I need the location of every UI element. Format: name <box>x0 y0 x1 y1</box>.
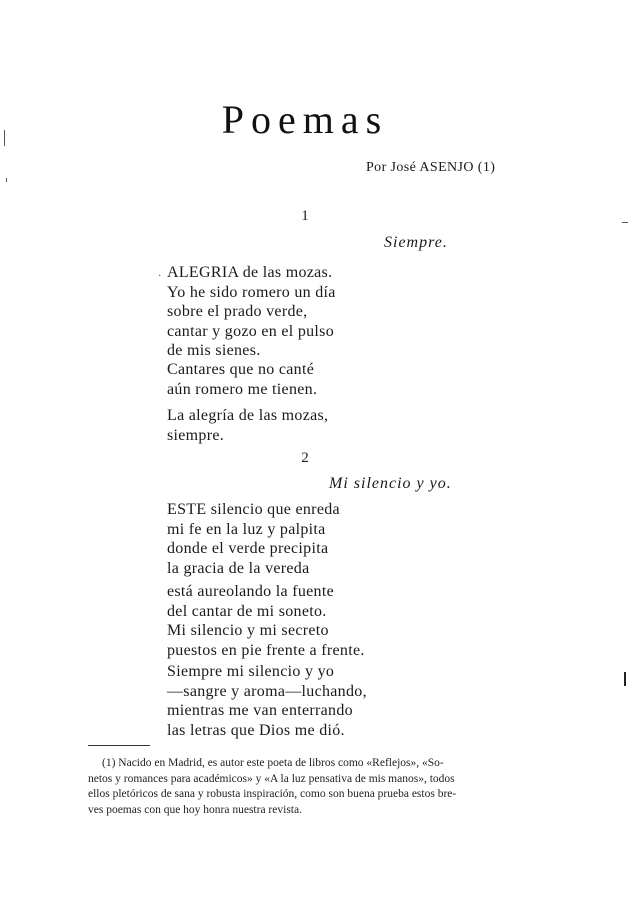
scan-mark <box>622 222 628 223</box>
verse-line: ALEGRIA de las mozas. <box>167 264 333 281</box>
stanza <box>167 500 340 578</box>
verse-line: puestos en pie frente a frente. <box>167 641 365 659</box>
verse-line: del cantar de mi soneto. <box>167 602 327 620</box>
page-title: Poemas <box>221 97 389 142</box>
verse-line: mientras me van enterrando <box>167 702 353 719</box>
stanza <box>167 662 367 740</box>
verse-line: —sangre y aroma—luchando, <box>167 682 367 700</box>
verse-line: las letras que Dios me dió. <box>167 721 345 739</box>
footnote-line: (1) Nacido en Madrid, es autor este poeta de libros como «Reflejos», «So- <box>102 757 444 769</box>
margin-dot: · <box>158 271 162 282</box>
stanza <box>167 360 317 399</box>
footnote-line: ellos pletóricos de sana y robusta inspiración, como son buena prueba estos bre- <box>88 788 457 800</box>
verse-line: sobre el prado verde, <box>167 303 308 320</box>
scan-mark <box>4 130 5 146</box>
scan-mark <box>6 178 7 182</box>
footnote-line: netos y romances para académicos» y «A la luz pensativa de mis manos», todos <box>88 772 455 785</box>
verse-line: Mi silencio y mi secreto <box>167 622 329 639</box>
verse-line: de mis sienes. <box>167 342 261 359</box>
verse-line: siempre. <box>167 426 225 444</box>
verse-line: cantar y gozo en el pulso <box>167 322 334 340</box>
verse-line: ESTE silencio que enreda <box>167 501 340 518</box>
scan-mark <box>624 672 626 686</box>
verse-line: está aureolando la fuente <box>167 583 334 600</box>
poem-number: 2 <box>301 450 309 466</box>
verse-line: La alegría de las mozas, <box>167 407 329 424</box>
footnote-line: ves poemas con que hoy honra nuestra revista. <box>88 803 302 816</box>
verse-line: Yo he sido romero un día <box>167 283 336 301</box>
stanza <box>167 263 336 361</box>
author-byline: Por José ASENJO (1) <box>366 160 496 175</box>
footnote-rule <box>88 745 150 746</box>
stanza <box>167 406 328 445</box>
verse-line: mi fe en la luz y palpita <box>167 520 326 538</box>
verse-line: la gracia de la vereda <box>167 559 310 577</box>
verse-line: Siempre mi silencio y yo <box>167 663 335 680</box>
verse-line: donde el verde precipita <box>167 540 329 557</box>
poem-number: 1 <box>301 208 309 224</box>
verse-line: Cantares que no canté <box>167 361 315 378</box>
stanza <box>167 582 365 660</box>
poem-title: Siempre. <box>384 234 448 251</box>
verse-line: aún romero me tienen. <box>167 380 318 398</box>
footnote <box>88 756 540 818</box>
poem-title: Mi silencio y yo. <box>329 475 452 492</box>
